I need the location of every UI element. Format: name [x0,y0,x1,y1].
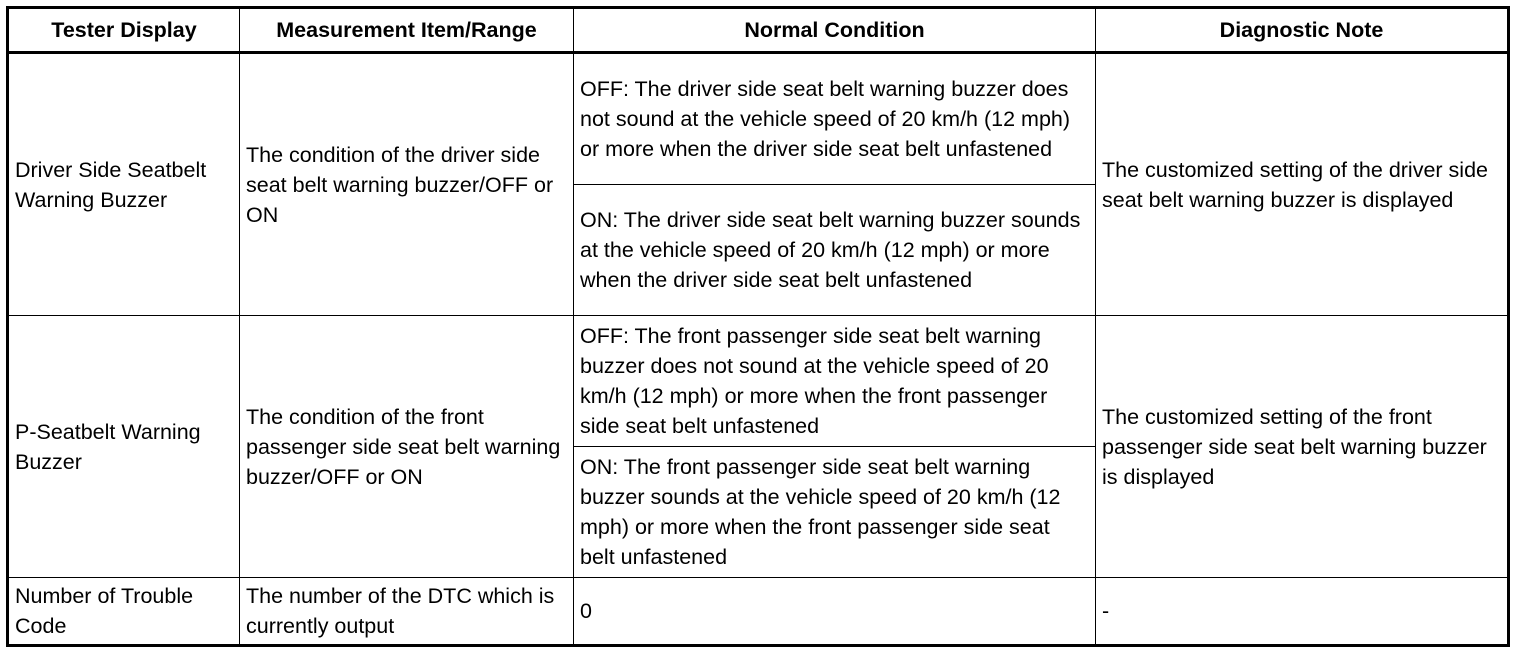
header-row [8,8,1509,53]
tester-display-cell: Driver Side Seatbelt Warning Buzzer [8,53,240,316]
data-list-table [6,6,1510,647]
tester-display-cell: P-Seatbelt Warning Buzzer [8,316,240,578]
normal-condition-on-cell: ON: The driver side seat belt warning buzzer sounds at the vehicle speed of 20 km/h (12 mph) or more when the driver side seat belt unfastened [574,185,1096,316]
measurement-cell: The number of the DTC which is currently output [240,578,574,646]
measurement-cell: The condition of the driver side seat belt warning buzzer/OFF or ON [240,53,574,316]
measurement-cell: The condition of the front passenger side seat belt warning buzzer/OFF or ON [240,316,574,578]
normal-condition-off-cell: OFF: The front passenger side seat belt warning buzzer does not sound at the vehicle speed of 20 km/h (12 mph) or more when the front passenger side seat belt unfastened [574,316,1096,447]
tester-display-cell: Number of Trouble Code [8,578,240,646]
header-diagnostic-note: Diagnostic Note [1096,8,1509,53]
diagnostic-note-cell: The customized setting of the front passenger side seat belt warning buzzer is displayed [1096,316,1509,578]
diagnostic-note-cell: - [1096,578,1509,646]
table-row [8,578,1509,646]
header-normal-condition: Normal Condition [574,8,1096,53]
table-row [8,316,1509,447]
normal-condition-off-cell: OFF: The driver side seat belt warning buzzer does not sound at the vehicle speed of 20 km/h (12 mph) or more when the driver side seat belt unfastened [574,53,1096,185]
header-tester-display: Tester Display [8,8,240,53]
normal-condition-on-cell: ON: The front passenger side seat belt warning buzzer sounds at the vehicle speed of 20 km/h (12 mph) or more when the front passenger side seat belt unfastened [574,447,1096,578]
diagnostic-note-cell: The customized setting of the driver side seat belt warning buzzer is displayed [1096,53,1509,316]
header-measurement: Measurement Item/Range [240,8,574,53]
table-row [8,53,1509,185]
normal-condition-cell: 0 [574,578,1096,646]
